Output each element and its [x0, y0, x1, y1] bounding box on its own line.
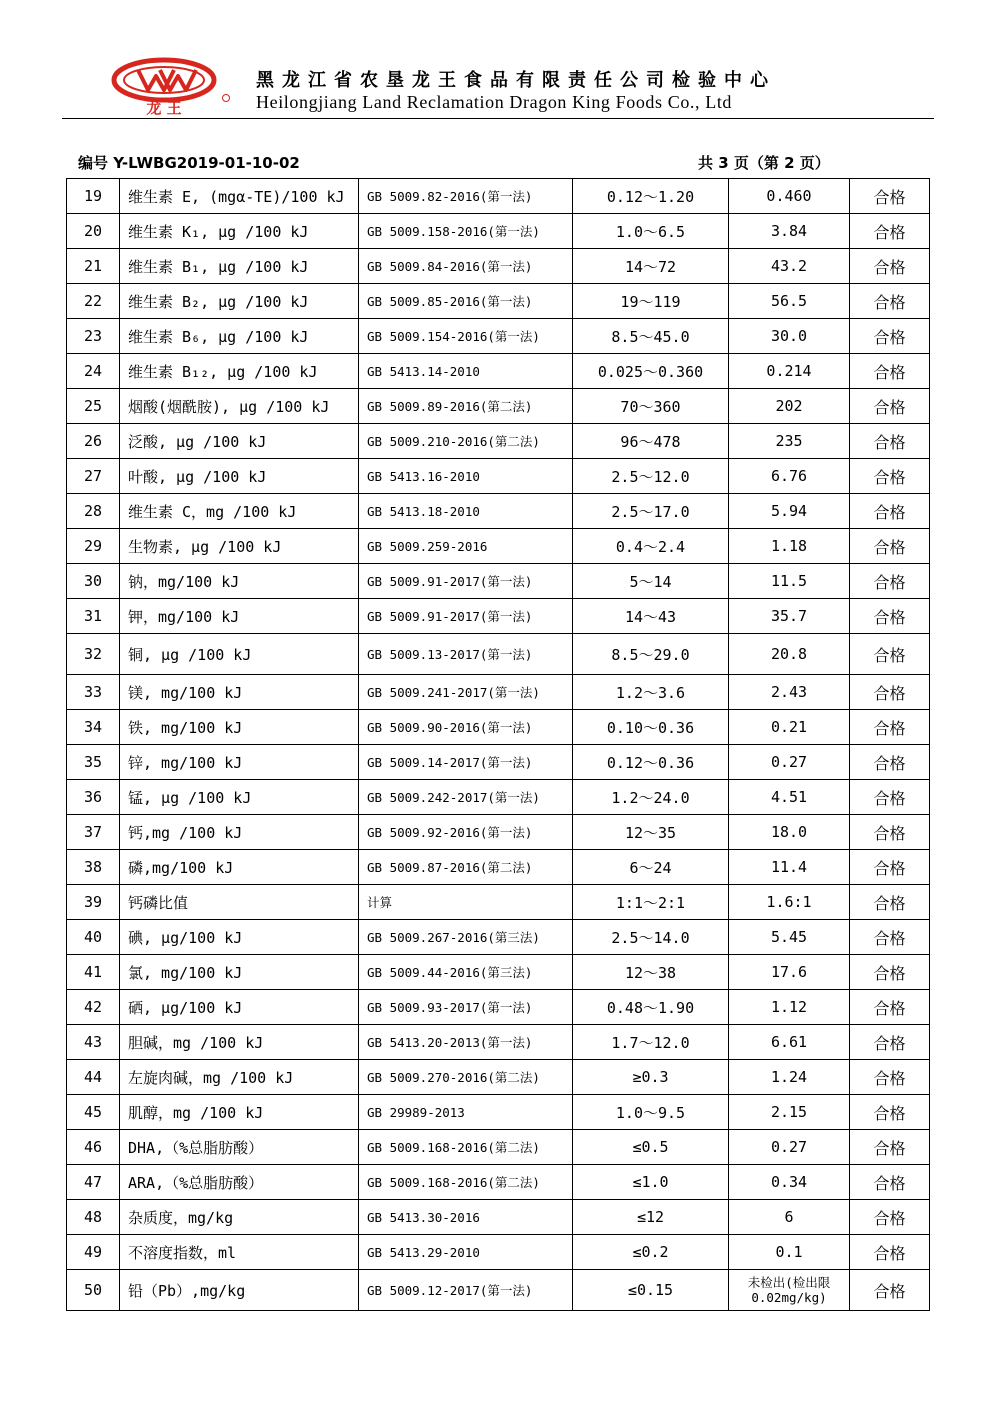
judgement-cell: 合格: [850, 745, 930, 780]
test-method-cell: GB 5009.270-2016(第二法): [359, 1060, 573, 1095]
row-number-cell: 29: [67, 529, 120, 564]
judgement-cell: 合格: [850, 675, 930, 710]
test-method-cell: GB 5009.44-2016(第三法): [359, 955, 573, 990]
judgement-cell: 合格: [850, 780, 930, 815]
judgement-cell: 合格: [850, 1235, 930, 1270]
test-item-cell: 维生素 K₁, μg /100 kJ: [120, 214, 359, 249]
standard-requirement-cell: 0.4～2.4: [573, 529, 729, 564]
row-number-cell: 47: [67, 1165, 120, 1200]
test-method-cell: GB 5009.168-2016(第二法): [359, 1130, 573, 1165]
test-result-cell: 20.8: [729, 634, 850, 675]
test-method-cell: GB 5009.85-2016(第一法): [359, 284, 573, 319]
test-item-cell: 维生素 B₁, μg /100 kJ: [120, 249, 359, 284]
test-result-cell: 2.15: [729, 1095, 850, 1130]
judgement-cell: 合格: [850, 179, 930, 214]
standard-requirement-cell: ≥0.3: [573, 1060, 729, 1095]
judgement-cell: 合格: [850, 599, 930, 634]
table-row: [67, 850, 930, 885]
row-number-cell: 20: [67, 214, 120, 249]
row-number-cell: 34: [67, 710, 120, 745]
row-number-cell: 36: [67, 780, 120, 815]
table-row: [67, 815, 930, 850]
org-name-en: Heilongjiang Land Reclamation Dragon King Foods Co., Ltd: [256, 92, 733, 112]
table-row: [67, 1200, 930, 1235]
test-method-cell: GB 5009.92-2016(第一法): [359, 815, 573, 850]
test-item-cell: 硒, μg/100 kJ: [120, 990, 359, 1025]
test-item-cell: 钠，mg/100 kJ: [120, 564, 359, 599]
table-row: [67, 675, 930, 710]
standard-requirement-cell: 0.12～0.36: [573, 745, 729, 780]
table-row: [67, 249, 930, 284]
judgement-cell: 合格: [850, 955, 930, 990]
test-result-cell: 17.6: [729, 955, 850, 990]
page-indicator: 共 3 页（第 2 页）: [698, 154, 830, 172]
judgement-cell: 合格: [850, 1095, 930, 1130]
table-row: [67, 529, 930, 564]
row-number-cell: 19: [67, 179, 120, 214]
judgement-cell: 合格: [850, 249, 930, 284]
standard-requirement-cell: 19～119: [573, 284, 729, 319]
test-method-cell: GB 5413.29-2010: [359, 1235, 573, 1270]
test-result-cell: 0.27: [729, 745, 850, 780]
standard-requirement-cell: 0.48～1.90: [573, 990, 729, 1025]
test-result-cell: 0.34: [729, 1165, 850, 1200]
document-number: 编号 Y-LWBG2019-01-10-02: [78, 154, 300, 172]
row-number-cell: 46: [67, 1130, 120, 1165]
judgement-cell: 合格: [850, 1270, 930, 1311]
row-number-cell: 25: [67, 389, 120, 424]
test-result-cell: 2.43: [729, 675, 850, 710]
row-number-cell: 21: [67, 249, 120, 284]
company-logo: [108, 56, 234, 116]
standard-requirement-cell: 96～478: [573, 424, 729, 459]
judgement-cell: 合格: [850, 815, 930, 850]
table-row: [67, 920, 930, 955]
standard-requirement-cell: 12～38: [573, 955, 729, 990]
test-method-cell: GB 5009.12-2017(第一法): [359, 1270, 573, 1311]
test-result-cell: 202: [729, 389, 850, 424]
judgement-cell: 合格: [850, 459, 930, 494]
test-item-cell: 铁, mg/100 kJ: [120, 710, 359, 745]
row-number-cell: 40: [67, 920, 120, 955]
test-method-cell: GB 5413.20-2013(第一法): [359, 1025, 573, 1060]
standard-requirement-cell: 8.5～45.0: [573, 319, 729, 354]
test-method-cell: GB 5009.242-2017(第一法): [359, 780, 573, 815]
standard-requirement-cell: ≤12: [573, 1200, 729, 1235]
test-method-cell: 计算: [359, 885, 573, 920]
org-name-cn: 黑龙江省农垦龙王食品有限责任公司检验中心: [256, 70, 776, 91]
test-result-cell: 5.94: [729, 494, 850, 529]
test-method-cell: GB 5009.82-2016(第一法): [359, 179, 573, 214]
test-item-cell: 叶酸, μg /100 kJ: [120, 459, 359, 494]
test-method-cell: GB 5009.90-2016(第一法): [359, 710, 573, 745]
test-result-cell: 30.0: [729, 319, 850, 354]
test-method-cell: GB 29989-2013: [359, 1095, 573, 1130]
inspection-results-table: [66, 178, 930, 1311]
test-method-cell: GB 5009.168-2016(第二法): [359, 1165, 573, 1200]
standard-requirement-cell: 0.025～0.360: [573, 354, 729, 389]
test-item-cell: 生物素, μg /100 kJ: [120, 529, 359, 564]
test-item-cell: 左旋肉碱，mg /100 kJ: [120, 1060, 359, 1095]
row-number-cell: 49: [67, 1235, 120, 1270]
test-result-cell: 11.4: [729, 850, 850, 885]
test-method-cell: GB 5009.267-2016(第三法): [359, 920, 573, 955]
row-number-cell: 44: [67, 1060, 120, 1095]
test-item-cell: 不溶度指数，ml: [120, 1235, 359, 1270]
test-item-cell: 维生素 C，mg /100 kJ: [120, 494, 359, 529]
judgement-cell: 合格: [850, 1130, 930, 1165]
row-number-cell: 28: [67, 494, 120, 529]
test-method-cell: GB 5009.93-2017(第一法): [359, 990, 573, 1025]
table-row: [67, 1270, 930, 1311]
standard-requirement-cell: 1.7～12.0: [573, 1025, 729, 1060]
table-row: [67, 990, 930, 1025]
table-row: [67, 1130, 930, 1165]
judgement-cell: 合格: [850, 850, 930, 885]
row-number-cell: 38: [67, 850, 120, 885]
test-result-cell: 5.45: [729, 920, 850, 955]
row-number-cell: 48: [67, 1200, 120, 1235]
test-result-cell: 6: [729, 1200, 850, 1235]
test-item-cell: 维生素 B₂, μg /100 kJ: [120, 284, 359, 319]
row-number-cell: 43: [67, 1025, 120, 1060]
table-row: [67, 1095, 930, 1130]
test-result-cell: 4.51: [729, 780, 850, 815]
standard-requirement-cell: 5～14: [573, 564, 729, 599]
standard-requirement-cell: 0.12～1.20: [573, 179, 729, 214]
standard-requirement-cell: 8.5～29.0: [573, 634, 729, 675]
table-row: [67, 1165, 930, 1200]
table-row: [67, 1235, 930, 1270]
judgement-cell: 合格: [850, 424, 930, 459]
test-method-cell: GB 5413.14-2010: [359, 354, 573, 389]
test-result-cell: 0.27: [729, 1130, 850, 1165]
table-row: [67, 745, 930, 780]
test-method-cell: GB 5009.87-2016(第二法): [359, 850, 573, 885]
table-row: [67, 319, 930, 354]
test-result-cell: 18.0: [729, 815, 850, 850]
standard-requirement-cell: 14～43: [573, 599, 729, 634]
judgement-cell: 合格: [850, 564, 930, 599]
test-result-cell: 6.61: [729, 1025, 850, 1060]
row-number-cell: 42: [67, 990, 120, 1025]
table-row: [67, 284, 930, 319]
row-number-cell: 45: [67, 1095, 120, 1130]
standard-requirement-cell: 70～360: [573, 389, 729, 424]
table-row: [67, 634, 930, 675]
judgement-cell: 合格: [850, 214, 930, 249]
test-result-cell: 0.21: [729, 710, 850, 745]
row-number-cell: 50: [67, 1270, 120, 1311]
test-result-cell: 0.214: [729, 354, 850, 389]
test-result-cell: 3.84: [729, 214, 850, 249]
standard-requirement-cell: ≤0.15: [573, 1270, 729, 1311]
test-item-cell: 锰, μg /100 kJ: [120, 780, 359, 815]
test-result-cell: 35.7: [729, 599, 850, 634]
test-method-cell: GB 5009.14-2017(第一法): [359, 745, 573, 780]
test-method-cell: GB 5413.30-2016: [359, 1200, 573, 1235]
table-row: [67, 710, 930, 745]
test-result-cell: 6.76: [729, 459, 850, 494]
test-item-cell: 维生素 E, (mgα-TE)/100 kJ: [120, 179, 359, 214]
judgement-cell: 合格: [850, 885, 930, 920]
standard-requirement-cell: 1.2～3.6: [573, 675, 729, 710]
test-item-cell: 维生素 B₁₂, μg /100 kJ: [120, 354, 359, 389]
judgement-cell: 合格: [850, 1200, 930, 1235]
test-result-cell: 56.5: [729, 284, 850, 319]
test-item-cell: 碘, μg/100 kJ: [120, 920, 359, 955]
standard-requirement-cell: ≤0.5: [573, 1130, 729, 1165]
standard-requirement-cell: ≤1.0: [573, 1165, 729, 1200]
table-row: [67, 885, 930, 920]
row-number-cell: 26: [67, 424, 120, 459]
judgement-cell: 合格: [850, 354, 930, 389]
test-result-cell: 1.6:1: [729, 885, 850, 920]
test-item-cell: 铜, μg /100 kJ: [120, 634, 359, 675]
row-number-cell: 24: [67, 354, 120, 389]
test-result-cell: 0.460: [729, 179, 850, 214]
row-number-cell: 33: [67, 675, 120, 710]
table-row: [67, 599, 930, 634]
row-number-cell: 32: [67, 634, 120, 675]
judgement-cell: 合格: [850, 920, 930, 955]
test-item-cell: 锌, mg/100 kJ: [120, 745, 359, 780]
table-row: [67, 955, 930, 990]
standard-requirement-cell: 6～24: [573, 850, 729, 885]
test-item-cell: 泛酸, μg /100 kJ: [120, 424, 359, 459]
test-method-cell: GB 5009.13-2017(第一法): [359, 634, 573, 675]
test-item-cell: ARA,（%总脂肪酸）: [120, 1165, 359, 1200]
judgement-cell: 合格: [850, 634, 930, 675]
judgement-cell: 合格: [850, 389, 930, 424]
test-result-cell: 未检出(检出限 0.02mg/kg): [729, 1270, 850, 1311]
row-number-cell: 22: [67, 284, 120, 319]
test-method-cell: GB 5009.91-2017(第一法): [359, 599, 573, 634]
standard-requirement-cell: 2.5～14.0: [573, 920, 729, 955]
test-item-cell: 钙磷比值: [120, 885, 359, 920]
judgement-cell: 合格: [850, 1025, 930, 1060]
judgement-cell: 合格: [850, 319, 930, 354]
test-item-cell: 氯, mg/100 kJ: [120, 955, 359, 990]
row-number-cell: 27: [67, 459, 120, 494]
standard-requirement-cell: 1:1～2:1: [573, 885, 729, 920]
test-method-cell: GB 5009.158-2016(第一法): [359, 214, 573, 249]
table-row: [67, 389, 930, 424]
test-item-cell: 杂质度，mg/kg: [120, 1200, 359, 1235]
judgement-cell: 合格: [850, 529, 930, 564]
standard-requirement-cell: 1.0～9.5: [573, 1095, 729, 1130]
judgement-cell: 合格: [850, 710, 930, 745]
table-row: [67, 780, 930, 815]
test-item-cell: 肌醇，mg /100 kJ: [120, 1095, 359, 1130]
judgement-cell: 合格: [850, 1060, 930, 1095]
judgement-cell: 合格: [850, 284, 930, 319]
test-method-cell: GB 5009.210-2016(第二法): [359, 424, 573, 459]
table-row: [67, 1060, 930, 1095]
test-item-cell: DHA,（%总脂肪酸）: [120, 1130, 359, 1165]
standard-requirement-cell: 14～72: [573, 249, 729, 284]
test-item-cell: 钾，mg/100 kJ: [120, 599, 359, 634]
test-method-cell: GB 5009.84-2016(第一法): [359, 249, 573, 284]
test-result-cell: 1.12: [729, 990, 850, 1025]
test-item-cell: 铅（Pb）,mg/kg: [120, 1270, 359, 1311]
table-row: [67, 459, 930, 494]
test-result-cell: 11.5: [729, 564, 850, 599]
test-method-cell: GB 5009.154-2016(第一法): [359, 319, 573, 354]
row-number-cell: 35: [67, 745, 120, 780]
judgement-cell: 合格: [850, 1165, 930, 1200]
table-row: [67, 1025, 930, 1060]
judgement-cell: 合格: [850, 990, 930, 1025]
standard-requirement-cell: 0.10～0.36: [573, 710, 729, 745]
standard-requirement-cell: 1.2～24.0: [573, 780, 729, 815]
test-item-cell: 磷,mg/100 kJ: [120, 850, 359, 885]
judgement-cell: 合格: [850, 494, 930, 529]
table-row: [67, 424, 930, 459]
table-row: [67, 214, 930, 249]
table-row: [67, 354, 930, 389]
test-result-cell: 0.1: [729, 1235, 850, 1270]
row-number-cell: 39: [67, 885, 120, 920]
header-divider: [62, 118, 934, 119]
test-method-cell: GB 5009.91-2017(第一法): [359, 564, 573, 599]
test-result-cell: 1.18: [729, 529, 850, 564]
standard-requirement-cell: 12～35: [573, 815, 729, 850]
table-row: [67, 179, 930, 214]
test-method-cell: GB 5009.89-2016(第二法): [359, 389, 573, 424]
standard-requirement-cell: ≤0.2: [573, 1235, 729, 1270]
standard-requirement-cell: 2.5～17.0: [573, 494, 729, 529]
test-item-cell: 维生素 B₆, μg /100 kJ: [120, 319, 359, 354]
row-number-cell: 23: [67, 319, 120, 354]
test-method-cell: GB 5009.241-2017(第一法): [359, 675, 573, 710]
test-result-cell: 43.2: [729, 249, 850, 284]
test-method-cell: GB 5009.259-2016: [359, 529, 573, 564]
test-item-cell: 钙,mg /100 kJ: [120, 815, 359, 850]
test-method-cell: GB 5413.16-2010: [359, 459, 573, 494]
standard-requirement-cell: 2.5～12.0: [573, 459, 729, 494]
row-number-cell: 31: [67, 599, 120, 634]
test-item-cell: 镁, mg/100 kJ: [120, 675, 359, 710]
row-number-cell: 37: [67, 815, 120, 850]
table-row: [67, 564, 930, 599]
test-item-cell: 胆碱，mg /100 kJ: [120, 1025, 359, 1060]
test-result-cell: 235: [729, 424, 850, 459]
row-number-cell: 41: [67, 955, 120, 990]
row-number-cell: 30: [67, 564, 120, 599]
test-method-cell: GB 5413.18-2010: [359, 494, 573, 529]
test-result-cell: 1.24: [729, 1060, 850, 1095]
test-item-cell: 烟酸(烟酰胺), μg /100 kJ: [120, 389, 359, 424]
table-row: [67, 494, 930, 529]
logo-text: 龙 王: [146, 99, 182, 116]
standard-requirement-cell: 1.0～6.5: [573, 214, 729, 249]
